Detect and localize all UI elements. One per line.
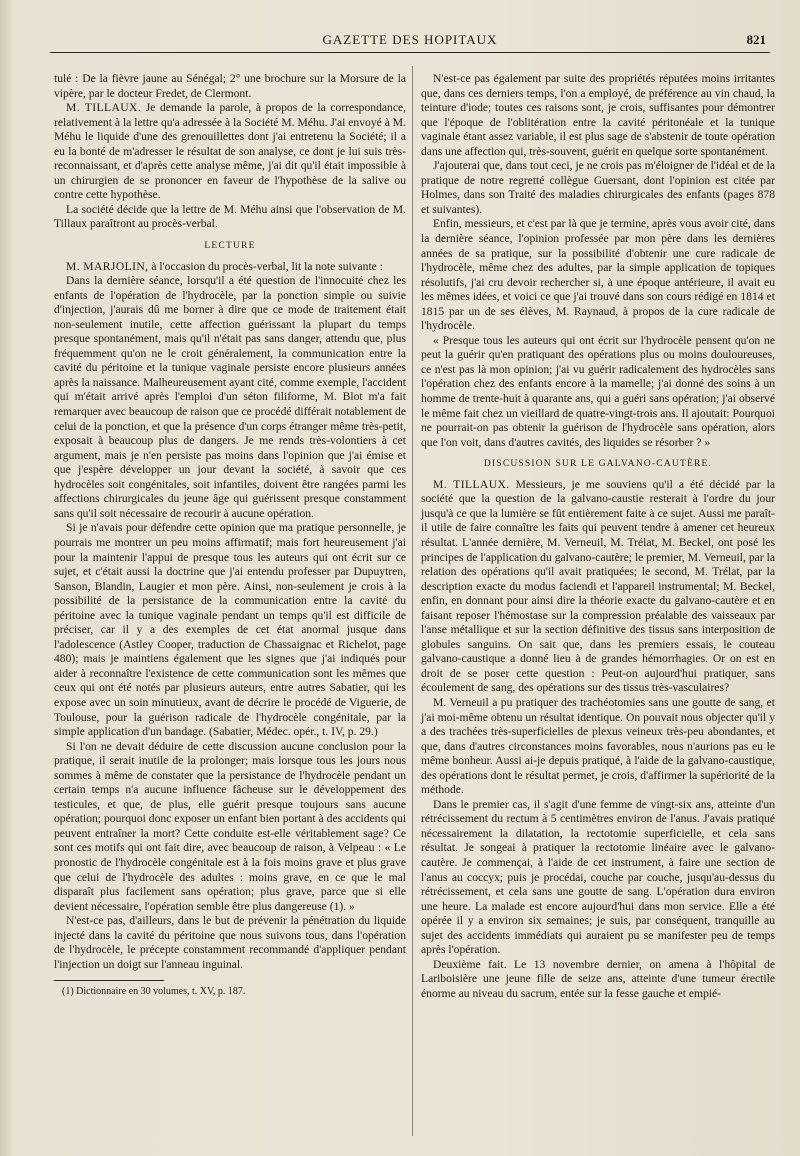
paragraph (54, 101, 406, 203)
paragraph: J'ajouterai que, dans tout ceci, je ne crois pas m'éloigner de l'idéal et de la pratique de notre regretté collègue Guersant, dont l'opinion est citée par Holmes, dans son Traité des maladies chirurgicales des enfants (pages 878 et suivantes). (421, 159, 775, 216)
speaker-name: M. TILLAUX. (66, 101, 142, 115)
paragraph: N'est-ce pas également par suite des propriétés réputées moins irritantes que, dans ces derniers temps, l'on a employé, de préférence au vin chaud, la teinture d'iode; toutes ces raisons sont, je crois, suffisantes pour démontrer que l'époque de l'oblitération entre la cavité péritonéale et la tunique vaginale étant assez variable, il est plus sage de s'abstenir de toute opération dans une affection qui, très-souvent, guérit en quelque sorte spontanément. (421, 72, 775, 158)
paragraph: Si l'on ne devait déduire de cette discussion aucune conclusion pour la pratique, il serait inutile de la prolonger; mais lorsque tous les jours nous sommes à même de constater que la persistance de l'hydrocèle pendant un certain temps n'a aucune influence fâcheuse sur le développement des testicules, et que, de plus, elle guérit presque toujours sans aucune opération; pourquoi donc exposer un enfant bien portant à des accidents qui peuvent entraîner la mort? Cette conduite est-elle véritablement sage? Ce sont ces motifs qui ont fait dire, avec beaucoup de raison, à Velpeau : « Le pronostic de l'hydrocèle congénitale est à la fois moins grave et plus grave que celui de l'hydrocèle des adultes : moins grave, en ce que le mal disparaît plus facilement sans opération; plus grave, parce que si elle devient nécessaire, l'opération semble être plus dangereuse (1). » (54, 739, 406, 913)
right-column (421, 72, 775, 1001)
paragraph: La société décide que la lettre de M. Méhu ainsi que l'observation de M. Tillaux paraîtront au procès-verbal. (54, 202, 406, 231)
journal-title: GAZETTE DES HOPITAUX (322, 32, 498, 47)
paragraph: Deuxième fait. Le 13 novembre dernier, on amena à l'hôpital de Lariboisière une jeune fille de seize ans, atteinte d'une tumeur érectile énorme au niveau du sacrum, entée sur la fesse gauche et empié- (421, 957, 775, 1000)
section-heading: LECTURE (204, 241, 256, 252)
paragraph (54, 260, 406, 275)
speaker-name: M. TILLAUX. (433, 477, 510, 491)
paragraph: N'est-ce pas, d'ailleurs, dans le but de prévenir la pénétration du liquide injecté dans la cavité du péritoine que nous suivons tous, dans l'opération de l'hydrocèle, le précepte constamment recommandé d'appliquer pendant l'injection un doigt sur l'anneau inguinal. (54, 914, 406, 971)
paragraph: tulé : De la fièvre jaune au Sénégal; 2° une brochure sur la Morsure de la vipère, par le docteur Fredet, de Clermont. (54, 72, 406, 100)
paragraph: Si je n'avais pour défendre cette opinion que ma pratique personnelle, je pourrais me montrer un peu moins affirmatif; mais fort heureusement j'ai pour la maintenir l'appui de presque tous les auteurs qui ont écrit sur ce sujet, et c'était aussi la doctrine que j'ai entendu professer par Dupuytren, Sanson, Blandin, Laugier et mon père. Ainsi, non-seulement je crois à la possibilité de la persistance de la communication entre la cavité du péritoine avec la tunique vaginale pendant un temps qu'il est difficile de préciser, car il y a des exemples de cet état anormal jusque dans l'adolescence (Astley Cooper, traduction de Chassaignac et Richelot, page 480); mais je maintiens également que les signes que j'ai indiqués pour aider à reconnaître l'existence de cette communication sont les mêmes que ceux qui ont été notés par plusieurs auteurs, entre autres Sabatier, qui les expose avec un soin minutieux, avant de décrire le procédé de Viguerie, de Toulouse, pour la guérison radicale de l'hydrocèle congénitale, par la simple application d'un bandage. (Sabatier, Médec. opér., t. IV, p. 29.) (54, 521, 406, 739)
paragraph: « Presque tous les auteurs qui ont écrit sur l'hydrocèle pensent qu'on ne peut la guérir qu'en pratiquant des opérations plus ou moins douloureuses, ce n'est pas là mon opinion; j'ai vu guérir radicalement des hydrocèles sans l'opération chez des enfants encore à la mamelle; j'ai donné des soins à un homme de trente-huit à quarante ans, qui a guéri sans opération; j'ai observé le même fait chez un vieillard de quatre-vingt-trois ans. Il ajoutait: Pourquoi ne pourrait-on pas obtenir la guérison de l'hydrocèle sans opération, alors que l'on voit, dans d'autres cavités, des liquides se résorber ? » (421, 333, 775, 449)
paragraph: M. Verneuil a pu pratiquer des trachéotomies sans une goutte de sang, et j'ai moi-même obtenu un résultat identique. On pouvait nous objecter qu'il y a des trachées très-superficielles de plexus veineux très-peu abondantes, et que, dans d'autres circonstances moins favorables, nous n'aurions pas eu le même bonheur. Aussi ai-je depuis pratiqué, à l'aide de la galvano-caustique, des opérations dont le résultat permet, je crois, d'affirmer la supériorité de la méthode. (421, 695, 775, 797)
column-divider (412, 66, 413, 1136)
paragraph-text: Messieurs, je me souviens qu'il a été décidé par la société que la question de la galvano-caustie resterait à l'ordre du jour jusqu'à ce que la lumière se fût entièrement faite à ce sujet. Aussi me paraît-il utile de faire connaître les faits qui peuvent tendre à amener cet heureux résultat. L'année dernière, M. Verneuil, M. Trélat, M. Beckel, ont posé les principes de l'application du galvano-cautère; le premier, M. Verneuil, par la relation des opérations qu'il avait pratiquées; le second, M. Trélat, par la description exacte du modus faciendi et l'appareil instrumental; M. Beckel, enfin, en donnant pour ainsi dire la théorie exacte du galvano-cautère et en faisant reposer l'hémostase sur la compression préalable des vaisseaux par l'anse métallique et sur la section définitive des tissus sans interposition de globules sanguins. On sait que, dans les premiers essais, le couteau galvano-caustique a donné lieu à de grandes hémorrhagies. Or on est en droit de se poser cette question : Peut-on aujourd'hui pratiquer, sans écoulement de sang, des opérations sur des tissus très-vasculaires? (421, 477, 775, 695)
footnote-rule (54, 980, 164, 981)
paragraph-text: à l'occasion du procès-verbal, lit la note suivante : (148, 259, 383, 273)
paragraph: Dans la dernière séance, lorsqu'il a été question de l'innocuité chez les enfants de l'opération de l'hydrocèle, par la ponction simple ou suivie d'injection, j'aurais dû me borner à dire que ce mode de traitement était non-seulement inutile, cette affection guérissant la plupart du temps presque spontanément, mais qu'il n'était pas sans danger, attendu que, plus fréquemment qu'on ne le croit généralement, la communication entre la cavité du péritoine et la tunique vaginale persiste encore plusieurs années après la naissance. Malheureusement ayant cité, comme exemple, l'accident qui m'était arrivé après l'emploi d'un séton filiforme, M. Blot m'a fait remarquer avec beaucoup de raison que ce procédé différait notablement de celui de la ponction, et que la présence d'un corps étranger même très-petit, exposait à beaucoup plus de dangers. Je me rends très-volontiers à cet argument, mais je n'en persiste pas moins dans l'opinion que j'ai émise et que j'espère développer un jour devant la société, à savoir que ces hydrocèles soit congénitales, soit infantiles, doivent être rangées parmi les affections chirurgicales du jeune âge qui guérissent presque constamment sans qu'il soit nécessaire de recourir à aucune opération. (54, 274, 406, 520)
footnote: (1) Dictionnaire en 30 volumes, t. XV, p. 187. (62, 986, 246, 998)
speaker-name: M. MARJOLIN, (66, 259, 149, 273)
page-number: 821 (746, 32, 766, 47)
section-heading: DISCUSSION SUR LE GALVANO-CAUTÈRE. (483, 459, 713, 470)
left-column (54, 72, 406, 1000)
paragraph: Dans le premier cas, il s'agit d'une femme de vingt-six ans, atteinte d'un rétrécissement du rectum à 5 centimètres environ de l'anus. J'avais pratiqué nécessairement la dilatation, la rectotomie superficielle, et cela sans résultat. Je songeai à pratiquer la rectotomie linéaire avec le galvano-cautère. Je commençai, à l'aide de cet instrument, à faire une section de l'anus au coccyx; puis je procédai, couche par couche, jusqu'au-dessus du rétrécissement, et cela sans une goutte de sang. L'opération dura environ une heure. La malade est encore aujourd'hui dans mon service. Elle a été opérée il y a environ six semaines; je suis, par conséquent, tranquille au sujet des accidents immédiats qui auraient pu se manifester peu de temps après l'opération. (421, 797, 775, 957)
paragraph: Enfin, messieurs, et c'est par là que je termine, après vous avoir cité, dans la dernière séance, l'opinion professée par mon père dans les dernières années de sa pratique, sur la possibilité d'obtenir une cure radicale de l'hydrocèle, même chez des adultes, par la simple application de topiques résolutifs, j'ai cru devoir rechercher si, à une époque antérieure, il avait eu les mêmes idées, et voici ce que j'ai trouvé dans son cours rédigé en 1814 et 1815 par un de ses élèves, M. Raynaud, à propos de la cure radicale de l'hydrocèle. (421, 217, 775, 333)
page-header (50, 30, 770, 53)
paragraph (421, 478, 775, 696)
paragraph-text: Je demande la parole, à propos de la correspondance, relativement à la lettre qu'a adressée à la Société M. Méhu. J'ai envoyé à M. Méhu le liquide d'une des grenouillettes dont j'ai entretenu la Société; il a eu la bonté de m'adresser le résultat de son analyse, ce dont je lui suis très-reconnaissant, et d'après cette analyse même, j'ai dit qu'il était impossible à un chirurgien de se prononcer en faveur de l'hypothèse de la salive ou contre cette hypothèse. (54, 101, 407, 202)
